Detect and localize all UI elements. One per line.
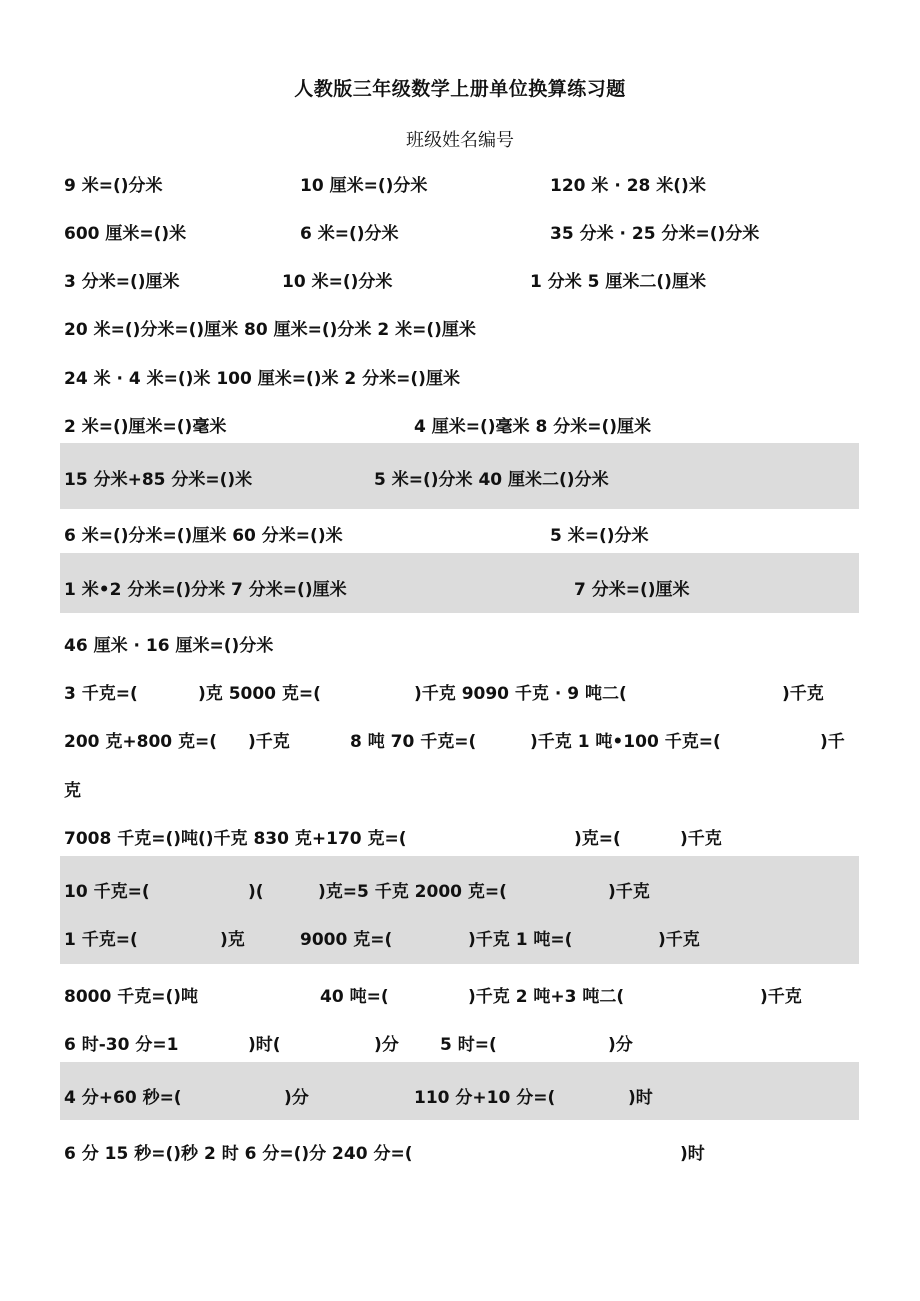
exercise-item: )千克 1 吨=( — [468, 930, 573, 950]
exercise-item: )时( — [248, 1035, 281, 1055]
page-subtitle: 班级姓名编号 — [406, 130, 514, 151]
exercise-item: 1 分米 5 厘米二()厘米 — [530, 272, 706, 292]
exercise-item: 200 克+800 克=( — [64, 732, 218, 752]
exercise-item: 9000 克=( — [300, 930, 393, 950]
exercise-item: 4 分+60 秒=( — [64, 1088, 182, 1108]
exercise-item: 6 时-30 分=1 — [64, 1035, 179, 1055]
exercise-item: )分 — [374, 1035, 399, 1055]
exercise-item: 40 吨=( — [320, 987, 389, 1007]
exercise-item: )时 — [680, 1144, 705, 1164]
exercise-item: )千克 — [608, 882, 650, 902]
exercise-item: )千克 9090 千克 · 9 吨二( — [414, 684, 627, 704]
exercise-item: )时 — [628, 1088, 653, 1108]
exercise-item: )千克 — [658, 930, 700, 950]
exercise-item: 6 分 15 秒=()秒 2 时 6 分=()分 240 分=( — [64, 1144, 413, 1164]
exercise-item: 9 米=()分米 — [64, 176, 163, 196]
exercise-item: 5 米=()分米 40 厘米二()分米 — [374, 470, 609, 490]
exercise-item: 4 厘米=()毫米 8 分米=()厘米 — [414, 417, 651, 437]
exercise-item: 3 分米=()厘米 — [64, 272, 180, 292]
exercise-item: 1 米•2 分米=()分米 7 分米=()厘米 — [64, 580, 347, 600]
exercise-item: 15 分米+85 分米=()米 — [64, 470, 253, 490]
exercise-item: 5 时=( — [440, 1035, 497, 1055]
exercise-item: 5 米=()分米 — [550, 526, 649, 546]
exercise-item: 35 分米 · 25 分米=()分米 — [550, 224, 760, 244]
exercise-item: )千 — [820, 732, 845, 752]
exercise-item: 7008 千克=()吨()千克 830 克+170 克=( — [64, 829, 407, 849]
exercise-item: )分 — [284, 1088, 309, 1108]
exercise-item: 1 千克=( — [64, 930, 138, 950]
exercise-item: )克 5000 克=( — [198, 684, 321, 704]
exercise-item: 克 — [64, 781, 81, 801]
exercise-item: )( — [248, 882, 264, 902]
exercise-item: 6 米=()分米=()厘米 60 分米=()米 — [64, 526, 343, 546]
exercise-item: )克 — [220, 930, 245, 950]
exercise-item: 10 千克=( — [64, 882, 150, 902]
exercise-item: 24 米 · 4 米=()米 100 厘米=()米 2 分米=()厘米 — [64, 369, 460, 389]
exercise-item: 110 分+10 分=( — [414, 1088, 556, 1108]
exercise-item: 6 米=()分米 — [300, 224, 399, 244]
page-title: 人教版三年级数学上册单位换算练习题 — [294, 78, 626, 100]
exercise-item: 120 米 · 28 米()米 — [550, 176, 706, 196]
exercise-item: )千克 2 吨+3 吨二( — [468, 987, 625, 1007]
exercise-item: 2 米=()厘米=()毫米 — [64, 417, 227, 437]
exercise-item: 10 米=()分米 — [282, 272, 393, 292]
exercise-item: 8000 千克=()吨 — [64, 987, 199, 1007]
exercise-item: 46 厘米 · 16 厘米=()分米 — [64, 636, 274, 656]
exercise-item: )千克 — [760, 987, 802, 1007]
exercise-item: )克=5 千克 2000 克=( — [318, 882, 507, 902]
exercise-item: )分 — [608, 1035, 633, 1055]
exercise-item: )千克 — [680, 829, 722, 849]
exercise-item: 7 分米=()厘米 — [574, 580, 690, 600]
highlight-band — [60, 856, 859, 964]
exercise-item: 3 千克=( — [64, 684, 138, 704]
exercise-item: )克=( — [574, 829, 621, 849]
exercise-item: 10 厘米=()分米 — [300, 176, 428, 196]
exercise-item: 20 米=()分米=()厘米 80 厘米=()分米 2 米=()厘米 — [64, 320, 476, 340]
exercise-item: 600 厘米=()米 — [64, 224, 187, 244]
exercise-item: )千克 — [248, 732, 290, 752]
exercise-item: )千克 1 吨•100 千克=( — [530, 732, 721, 752]
exercise-item: 8 吨 70 千克=( — [350, 732, 477, 752]
exercise-item: )千克 — [782, 684, 824, 704]
